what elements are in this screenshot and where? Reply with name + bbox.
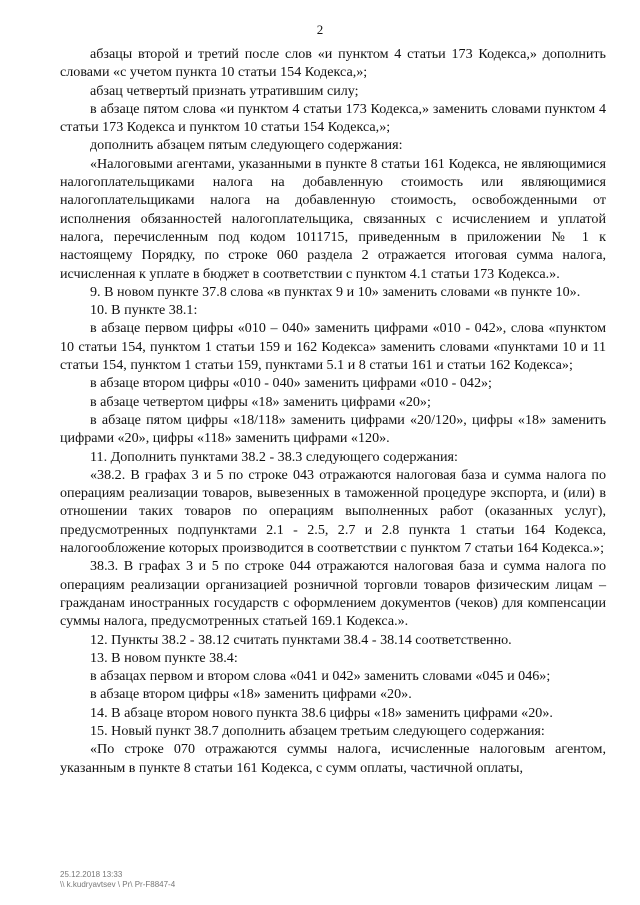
paragraph: 9. В новом пункте 37.8 слова «в пунктах 9 и 10» заменить словами «в пункте 10». [90,283,581,300]
paragraph: в абзацах первом и втором слова «041 и 042» заменить словами «045 и 046»; [90,668,551,685]
paragraph: 15. Новый пункт 38.7 дополнить абзацем третьим следующего содержания: [90,722,545,739]
paragraph: «Налоговыми агентами, указанными в пункте 8 статьи 161 Кодекса, не являющимися налогоплательщиками налога на добавленную стоимость или являющимися налогоплательщиками налога на добавленную стоимость, освобожденными от исполнения обязанностей налогоплательщика, связанных с исчислением и уплатой налога, перечисленным под кодом 1011715, приведенным в приложении № 1 к настоящему Порядку, по строке 060 раздела 2 отражается итоговая сумма налога, исчисленная к уплате в бюджет в соответствии с пунктом 4.1 статьи 173 Кодекса.». [60,155,606,282]
paragraph: 11. Дополнить пунктами 38.2 - 38.3 следующего содержания: [90,448,458,465]
paragraph: в абзаце пятом цифры «18/118» заменить цифрами «20/120», цифры «18» заменить цифрами «20», цифры «118» заменить цифрами «120». [60,411,606,447]
paragraph: в абзаце четвертом цифры «18» заменить цифрами «20»; [90,393,431,410]
document-footer [60,870,175,890]
paragraph: в абзаце втором цифры «010 - 040» заменить цифрами «010 - 042»; [90,375,492,392]
page-number: 2 [316,22,324,37]
footer-file-path: \\ k.kudryavtsev \ Pr\ Pr-F8847-4 [60,880,176,889]
paragraph: 12. Пункты 38.2 - 38.12 считать пунктами 38.4 - 38.14 соответственно. [90,631,512,648]
paragraph: в абзаце втором цифры «18» заменить цифрами «20». [90,686,412,703]
paragraph: в абзаце первом цифры «010 – 040» заменить цифрами «010 - 042», слова «пунктом 10 статьи 154, пунктом 1 статьи 159 и 162 Кодекса» заменить словами «пунктами 10 и 11 статьи 154, пунктом 1 статьи 159, пунктами 5.1 и 8 статьи 161 и статьи 162 Кодекса»; [60,320,606,374]
paragraph: в абзаце пятом слова «и пунктом 4 статьи 173 Кодекса,» заменить словами пунктом 4 статьи 173 Кодекса и пунктом 10 статьи 154 Кодекса,»; [60,100,606,136]
footer-timestamp: 25.12.2018 13:33 [60,870,123,879]
paragraph: дополнить абзацем пятым следующего содержания: [90,137,403,154]
paragraph: абзацы второй и третий после слов «и пунктом 4 статьи 173 Кодекса,» дополнить словами «с учетом пункта 10 статьи 154 Кодекса,»; [60,46,606,81]
paragraph: 10. В пункте 38.1: [90,302,198,319]
paragraph: 13. В новом пункте 38.4: [90,649,238,666]
paragraph: абзац четвертый признать утратившим силу; [90,82,359,99]
paragraph: «По строке 070 отражаются суммы налога, исчисленные налоговым агентом, указанным в пункте 8 статьи 161 Кодекса, с сумм оплаты, частичной оплаты, [60,741,606,776]
paragraph: 38.3. В графах 3 и 5 по строке 044 отражаются налоговая база и сумма налога по операциям реализации организацией розничной торговли товаров физическим лицам – гражданам иностранных государств с оформлением документов (чеков) для компенсации суммы налога, предусмотренных статьей 169.1 Кодекса.». [60,558,606,630]
paragraph: «38.2. В графах 3 и 5 по строке 043 отражаются налоговая база и сумма налога по операциям реализации товаров, вывезенных в таможенной процедуре экспорта, и (или) в отношении таких товаров по операциям выполненных работ (оказанных услуг), предусмотренных подпунктами 2.1 - 2.5, 2.7 и 2.8 пункта 1 статьи 164 Кодекса, налогообложение которых производится в соответствии с пунктом 7 статьи 164 Кодекса.»; [60,466,606,557]
paragraph: 14. В абзаце втором нового пункта 38.6 цифры «18» заменить цифрами «20». [90,704,553,721]
document-body [60,45,606,777]
